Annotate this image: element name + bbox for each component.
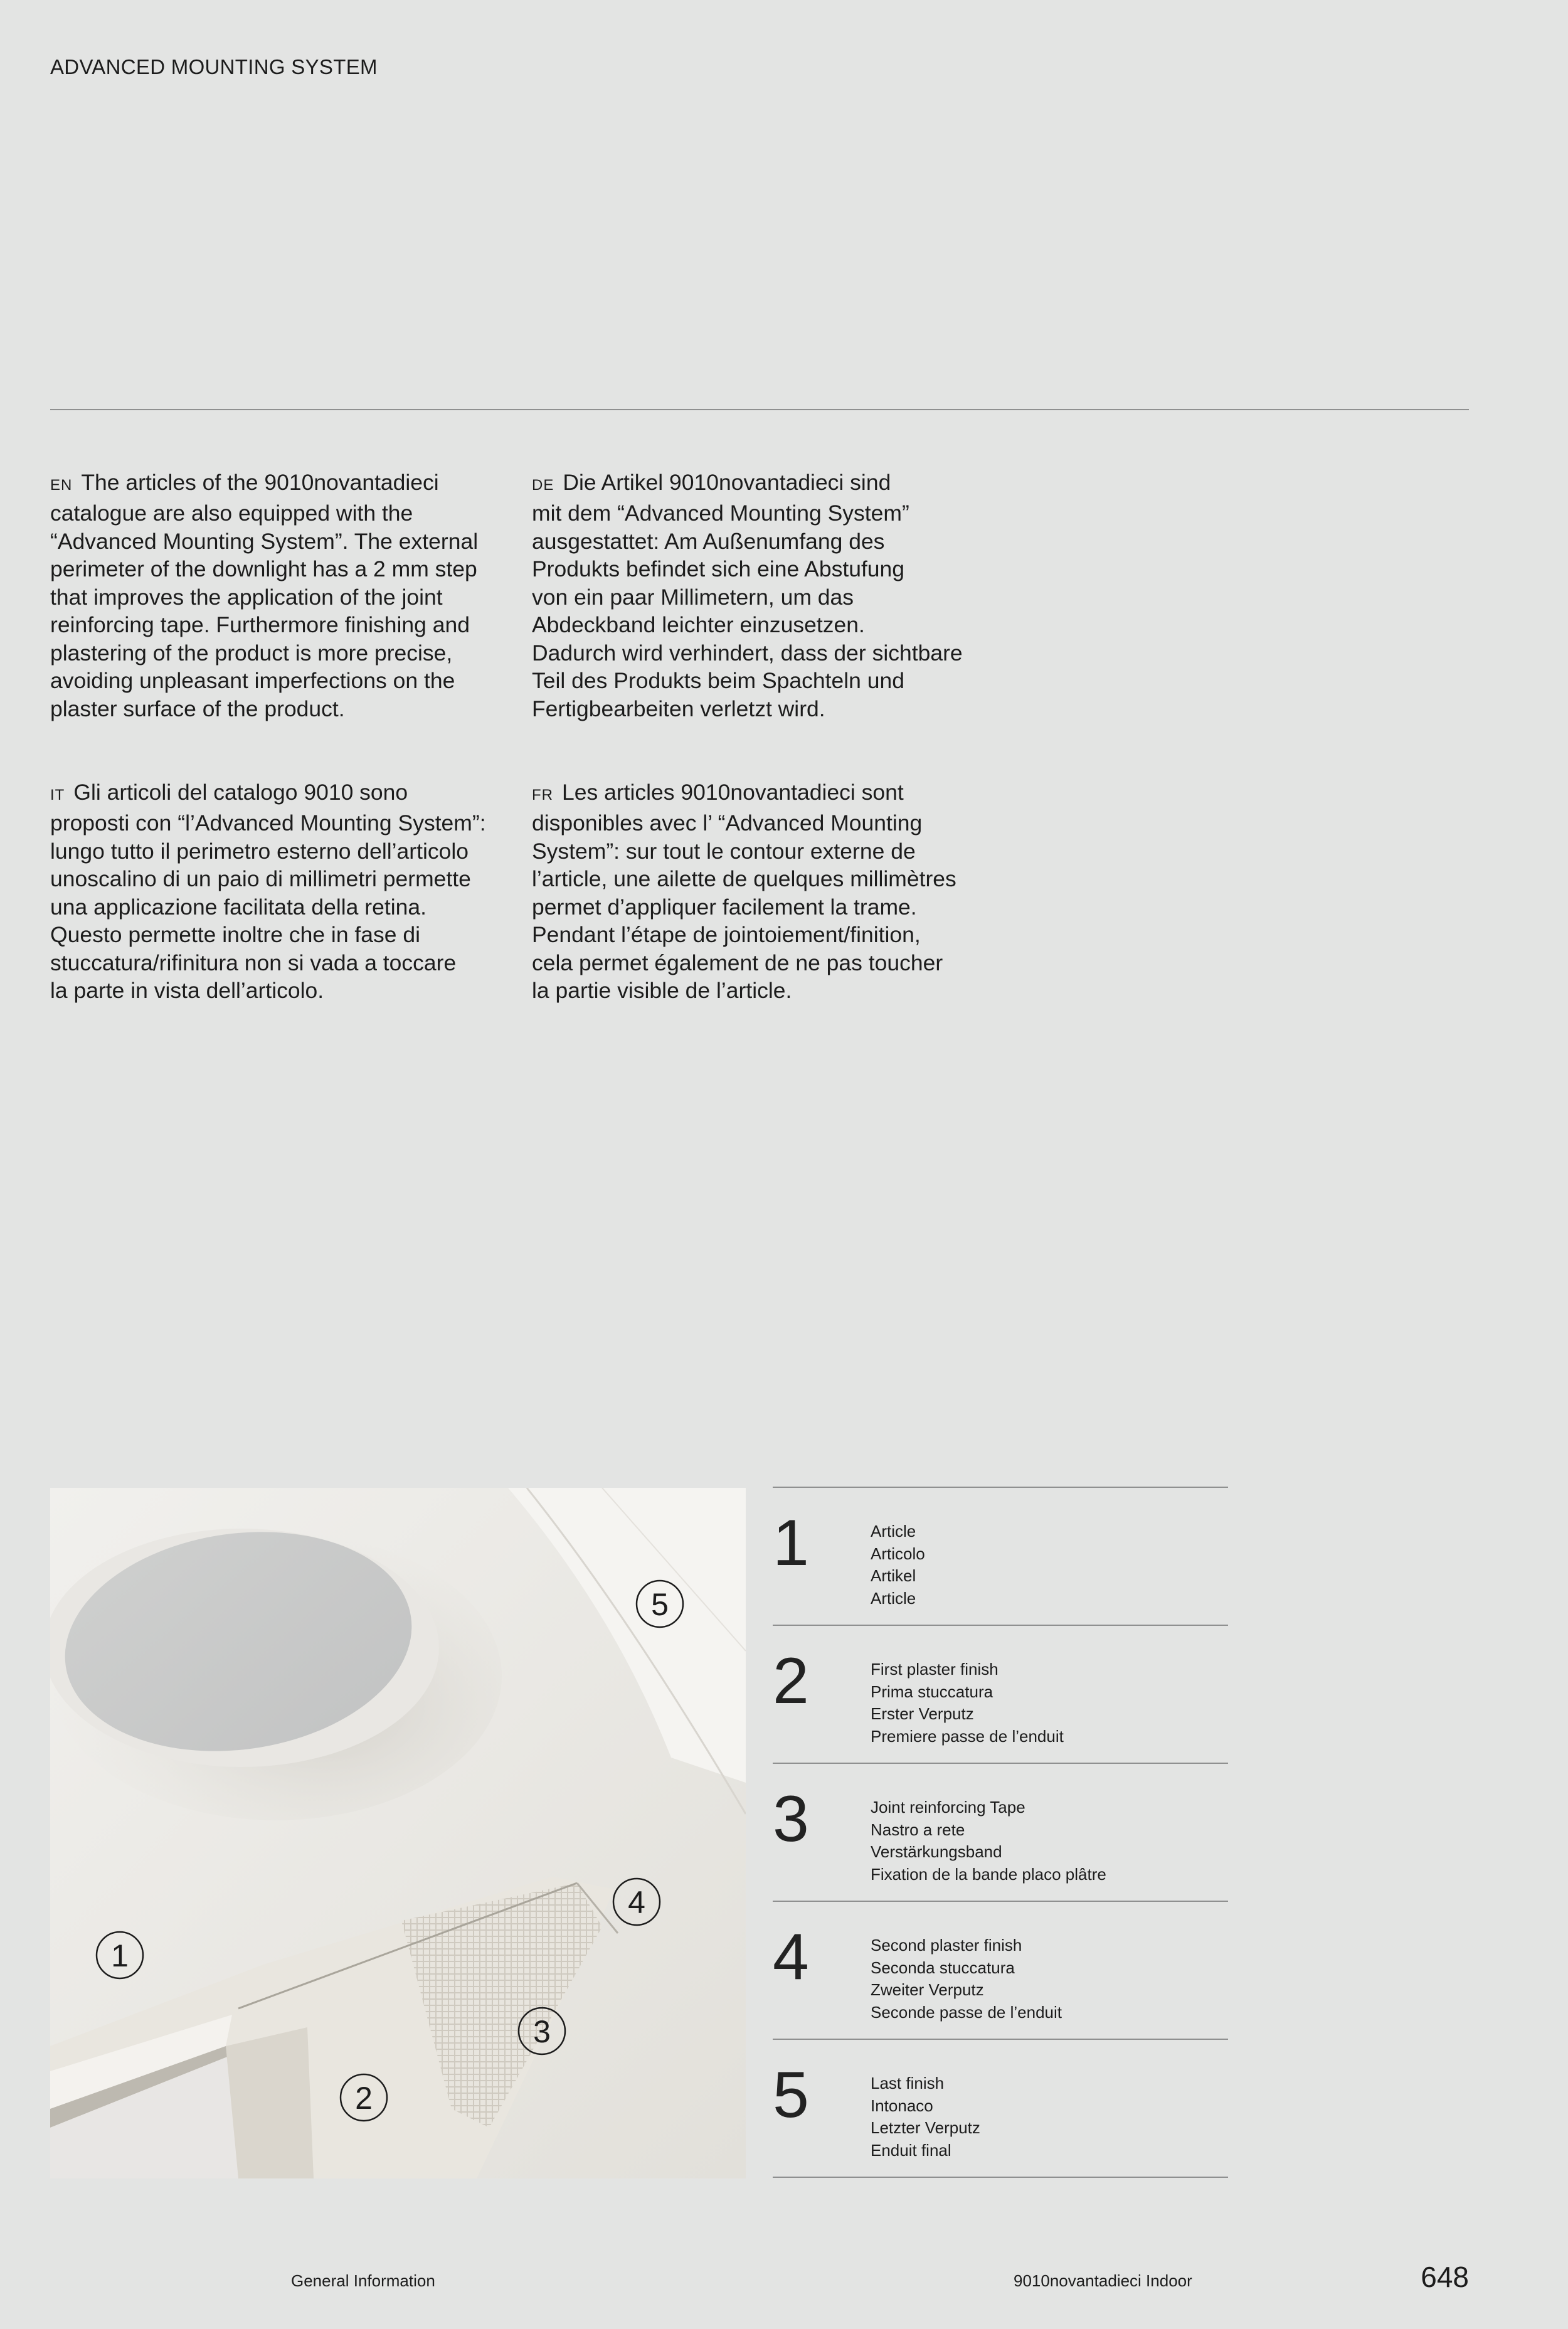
legend-item	[773, 2039, 1228, 2178]
legend-number: 5	[773, 2059, 809, 2131]
legend-label-de: Zweiter Verputz	[871, 1980, 984, 1999]
legend-label-it: Prima stuccatura	[871, 1682, 993, 1701]
legend-item	[773, 1763, 1228, 1901]
marker-label: 1	[111, 1938, 129, 1973]
legend-number: 3	[773, 1783, 809, 1855]
legend-label-fr: Article	[871, 1588, 916, 1608]
legend-label-it: Seconda stuccatura	[871, 1958, 1015, 1977]
paragraph-en	[50, 440, 502, 723]
legend-number: 4	[773, 1921, 809, 1993]
legend-labels	[871, 1934, 1062, 2024]
legend-label-de: Erster Verputz	[871, 1704, 974, 1723]
installation-photo	[50, 1488, 746, 2178]
photo-illustration	[50, 1488, 746, 2178]
language-tag: FR	[532, 786, 553, 804]
legend-item	[773, 1901, 1228, 2039]
legend-label-fr: Fixation de la bande placo plâtre	[871, 1864, 1106, 1884]
legend-number: 2	[773, 1645, 809, 1717]
legend-item	[773, 1487, 1228, 1625]
legend-label-de: Verstärkungsband	[871, 1842, 1002, 1861]
legend-label-fr: Enduit final	[871, 2140, 951, 2160]
legend-label-fr: Premiere passe de l’enduit	[871, 1726, 1064, 1746]
legend-label-en: First plaster finish	[871, 1660, 999, 1679]
legend-label-en: Article	[871, 1522, 916, 1541]
legend-label-de: Letzter Verputz	[871, 2118, 980, 2137]
legend-labels	[871, 1658, 1064, 1748]
paragraph-it	[50, 750, 502, 1005]
legend-item	[773, 1625, 1228, 1763]
legend-labels	[871, 1520, 925, 1610]
legend-label-de: Artikel	[871, 1566, 916, 1585]
paragraph-text: Die Artikel 9010novantadieci sind mit dem “Advanced Mounting System” ausgestattet: Am Außenumfang des Produkts befindet sich eine Abstufung von ein paar Millimetern, um das Abdeckband leichter einzusetzen. Dadurch wird verhindert, dass der sichtbare Teil des Produkts beim Spachteln und Fertigbearbeiten verletzt wird.	[532, 469, 963, 721]
marker-label: 3	[533, 2014, 551, 2049]
language-tag: IT	[50, 786, 65, 804]
legend-label-en: Joint reinforcing Tape	[871, 1798, 1025, 1817]
footer-catalogue: 9010novantadieci Indoor	[1014, 2271, 1192, 2290]
legend-label-it: Intonaco	[871, 2096, 933, 2115]
legend-label-it: Nastro a rete	[871, 1820, 965, 1839]
intro-column-right	[532, 440, 983, 1032]
legend-labels	[871, 2072, 980, 2162]
legend-label-fr: Seconde passe de l’enduit	[871, 2002, 1062, 2022]
page-title: ADVANCED MOUNTING SYSTEM	[50, 55, 378, 78]
footer-section: General Information	[291, 2271, 435, 2290]
marker-label: 5	[651, 1587, 669, 1622]
divider	[50, 409, 1469, 410]
legend-labels	[871, 1796, 1106, 1886]
page-number: 648	[1421, 2261, 1469, 2293]
legend-label-en: Second plaster finish	[871, 1936, 1022, 1955]
intro-column-left	[50, 440, 502, 1032]
paragraph-fr	[532, 750, 983, 1005]
legend-label-it: Articolo	[871, 1544, 925, 1563]
language-tag: DE	[532, 476, 554, 494]
legend-list	[773, 1487, 1228, 2178]
language-tag: EN	[50, 476, 73, 494]
paragraph-text: Gli articoli del catalogo 9010 sono proposti con “l’Advanced Mounting System”: lungo tutto il perimetro esterno dell’articolo unoscalino di un paio di millimetri permette una applicazione facilitata della retina. Questo permette inoltre che in fase di stuccatura/rifinitura non si vada a toccare la parte in vista dell’articolo.	[50, 779, 486, 1003]
marker-label: 2	[355, 2081, 373, 2116]
legend-label-en: Last finish	[871, 2074, 945, 2093]
legend-number: 1	[773, 1507, 809, 1579]
marker-label: 4	[628, 1885, 645, 1920]
paragraph-de	[532, 440, 983, 723]
paragraph-text: Les articles 9010novantadieci sont disponibles avec l’ “Advanced Mounting System”: sur tout le contour externe de l’article, une ailette de quelques millimètres permet d’appliquer facilement la trame. Pendant l’étape de jointoiement/finition, cela permet également de ne pas toucher la partie visible de l’article.	[532, 779, 956, 1003]
paragraph-text: The articles of the 9010novantadieci catalogue are also equipped with the “Advanced Mounting System”. The external perimeter of the downlight has a 2 mm step that improves the application of the joint reinforcing tape. Furthermore finishing and plastering of the product is more precise, avoiding unpleasant imperfections on the plaster surface of the product.	[50, 469, 479, 721]
